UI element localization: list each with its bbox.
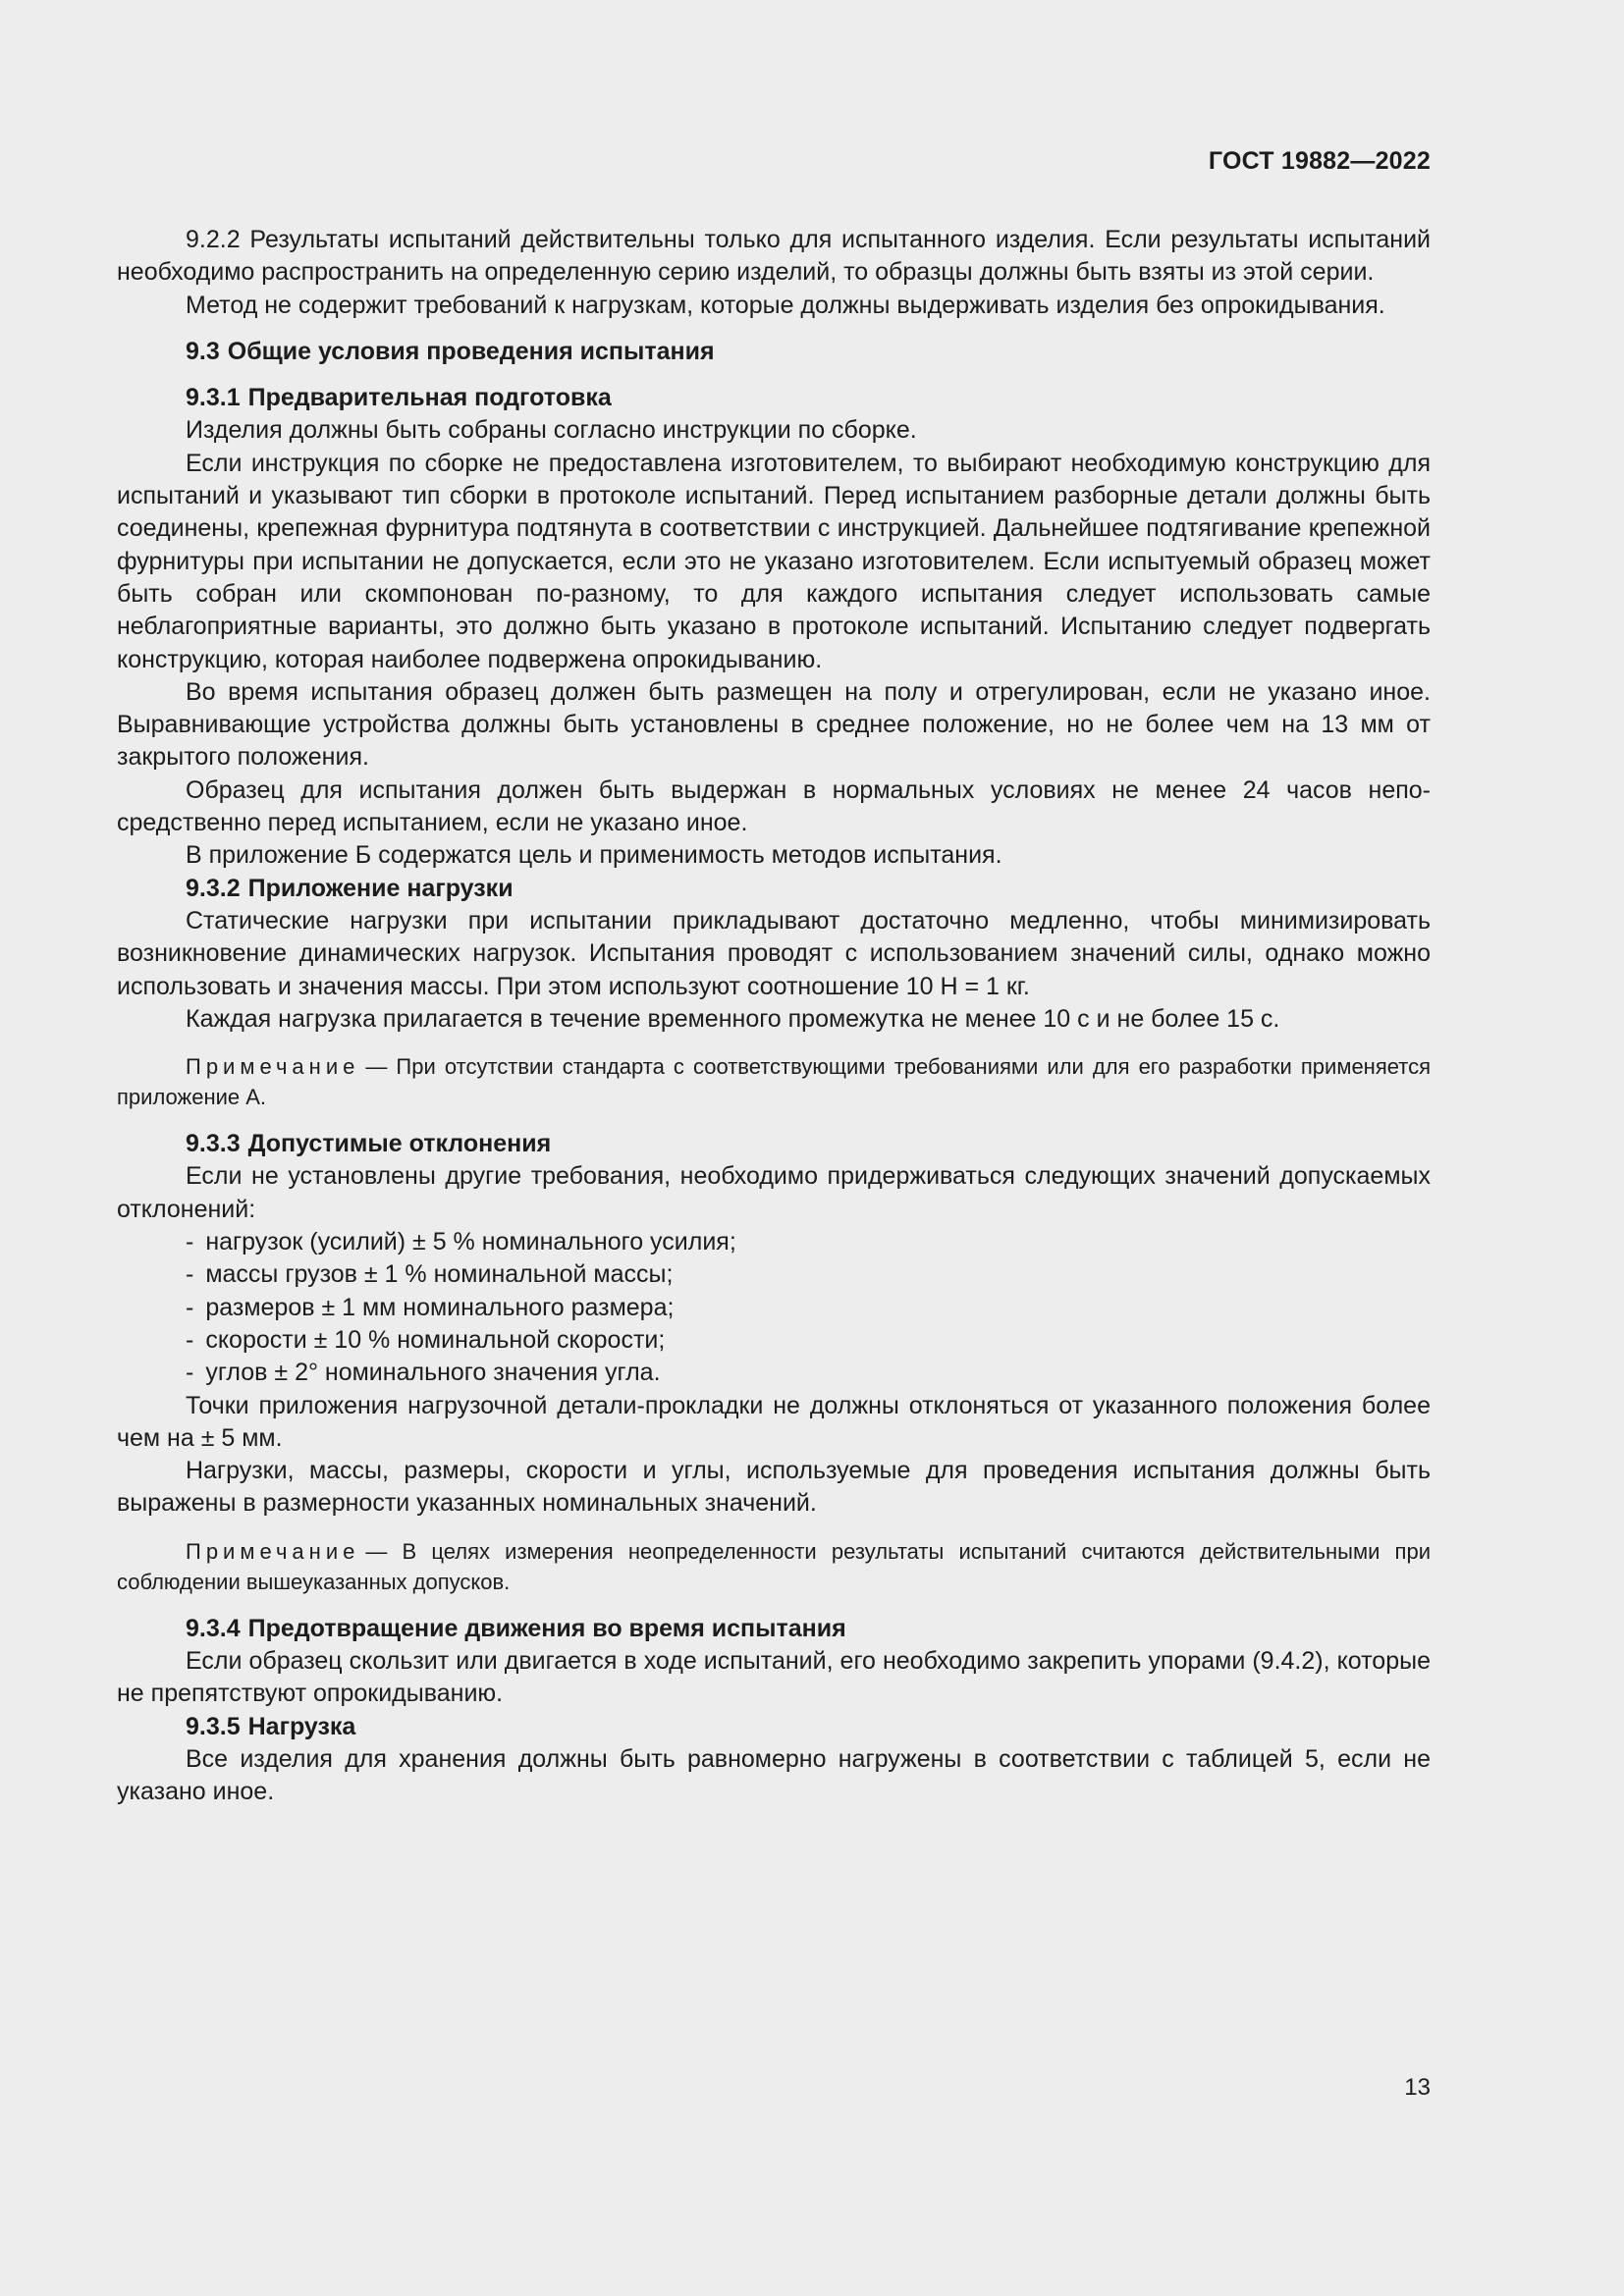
section-heading-9-3-4 xyxy=(117,1613,1431,1645)
note-label: Примечание xyxy=(186,1538,360,1564)
paragraph: Если инструкция по сборке не предоставлена изготовителем, то выбирают необходимую конструкцию для испытаний и указывают тип сборки в протоколе испытаний. Перед испытанием разборные детали должны быть соединены, крепежная фурнитура подтянута в соответствии с инструкцией. Дальнейшее подтягивание крепежной фурнитуры при испытании не допускается, если это не указано изготовителем. Если испытуемый образец может быть собран или скомпонован по-разному, то для каждого испытания следует использовать самые неблагоприятные варианты, это должно быть указано в протоколе испытаний. Испытанию следует подвергать конструкцию, которая наиболее подвержена опрокидыванию. xyxy=(117,449,1431,673)
document-body xyxy=(117,224,1431,1808)
section-number: 9.3.4 xyxy=(186,1614,241,1642)
paragraph: Если не установлены другие требования, необходимо придерживаться следующих значений допускаемых отклонений: xyxy=(117,1162,1431,1223)
list-dash: - xyxy=(186,1359,194,1387)
section-heading-9-3-5 xyxy=(117,1711,1431,1743)
list-item xyxy=(186,1226,1431,1258)
list-item-text: нагрузок (усилий) ± 5 % номинального усилия; xyxy=(205,1228,736,1256)
list-item xyxy=(186,1292,1431,1324)
section-number: 9.3.3 xyxy=(186,1130,241,1158)
document-header: ГОСТ 19882—2022 xyxy=(1208,147,1431,175)
note-text: — При отсутствии стандарта с соответствующими требованиями или для его разработки применяется приложение А. xyxy=(117,1054,1431,1110)
section-title: Общие условия проведения испытания xyxy=(227,337,715,365)
paragraph: Образец для испытания должен быть выдержан в нормальных условиях не менее 24 часов непосредственно перед испытанием, если не указано иное. xyxy=(117,775,1431,837)
section-heading-9-3-3 xyxy=(117,1128,1431,1160)
section-title: Приложение нагрузки xyxy=(247,874,514,902)
section-heading-9-3 xyxy=(117,336,1431,368)
paragraph-9-2-2: 9.2.2 Результаты испытаний действительны только для испытанного изделия. Если результаты испытаний необходимо распространить на определенную серию изделий, то образцы должны быть взяты из этой серии. xyxy=(117,226,1431,287)
list-dash: - xyxy=(186,1325,194,1354)
list-dash: - xyxy=(186,1228,194,1256)
paragraph: В приложение Б содержатся цель и применимость методов испытания. xyxy=(186,841,1002,870)
list-dash: - xyxy=(186,1293,194,1321)
list-dash: - xyxy=(186,1260,194,1289)
list-item-text: размеров ± 1 мм номинального размера; xyxy=(205,1293,675,1321)
paragraph: Метод не содержит требований к нагрузкам, которые должны выдерживать изделия без опрокидывания. xyxy=(186,291,1385,319)
paragraph: Точки приложения нагрузочной детали-прокладки не должны отклоняться от указанного положения более чем на ± 5 мм. xyxy=(117,1391,1431,1452)
section-title: Нагрузка xyxy=(247,1712,356,1740)
section-number: 9.3.2 xyxy=(186,874,241,902)
list-item xyxy=(186,1357,1431,1389)
paragraph: Если образец скользит или двигается в ходе испытаний, его необходимо закрепить упорами (9.4.2), которые не препятствуют опрокидыванию. xyxy=(117,1646,1431,1708)
tolerance-list xyxy=(117,1226,1431,1389)
list-item xyxy=(186,1324,1431,1357)
section-heading-9-3-1 xyxy=(117,382,1431,414)
section-heading-9-3-2 xyxy=(117,873,1431,905)
section-title: Предотвращение движения во время испытания xyxy=(247,1614,846,1642)
section-title: Предварительная подготовка xyxy=(247,384,612,412)
note-text: — В целях измерения неопределенности результаты испытаний считаются действительными при соблюдении вышеуказанных допусков. xyxy=(117,1538,1431,1594)
paragraph: Во время испытания образец должен быть размещен на полу и отрегулирован, если не указано иное. Выравнивающие устройства должны быть установлены в среднее положение, но не более чем на 13 мм от закрытого положения. xyxy=(117,677,1431,772)
section-number: 9.3.1 xyxy=(186,384,241,412)
list-item-text: скорости ± 10 % номинальной скорости; xyxy=(205,1325,666,1354)
section-number: 9.3.5 xyxy=(186,1712,241,1740)
page-number: 13 xyxy=(1404,2074,1431,2101)
note-1 xyxy=(117,1051,1431,1112)
paragraph: Статические нагрузки при испытании прикладывают достаточно медленно, чтобы минимизировать возникновение динамических нагрузок. Испытания проводят с использованием значений силы, однако можно использовать и значения массы. При этом используют соотношение 10 Н = 1 кг. xyxy=(117,906,1431,1000)
paragraph: Все изделия для хранения должны быть равномерно нагружены в соответствии с таблицей 5, если не указано иное. xyxy=(117,1744,1431,1806)
section-title: Допустимые отклонения xyxy=(247,1130,552,1158)
paragraph: Нагрузки, массы, размеры, скорости и углы, используемые для проведения испытания должны быть выражены в размерности указанных номинальных значений. xyxy=(117,1457,1431,1518)
list-item xyxy=(186,1258,1431,1291)
section-number: 9.3 xyxy=(186,337,220,365)
paragraph: Изделия должны быть собраны согласно инструкции по сборке. xyxy=(186,416,917,445)
paragraph: Каждая нагрузка прилагается в течение временного промежутка не менее 10 с и не более 15 с. xyxy=(186,1004,1280,1033)
list-item-text: массы грузов ± 1 % номинальной массы; xyxy=(205,1260,674,1289)
list-item-text: углов ± 2° номинального значения угла. xyxy=(205,1359,661,1387)
note-2 xyxy=(117,1536,1431,1597)
note-label: Примечание xyxy=(186,1054,360,1080)
